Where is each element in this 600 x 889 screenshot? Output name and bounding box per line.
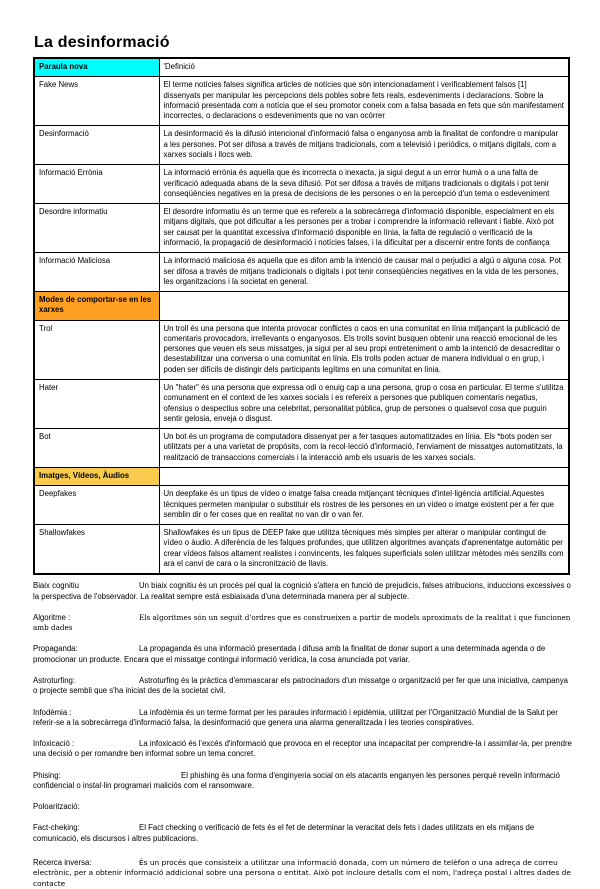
glossary-text: Els algoritmes són un seguit d'ordres que es construeixen a partir de models aproximats de la realitat i que funcionen amb dades bbox=[33, 612, 571, 633]
definition-cell: El desordre informatiu és un terme que es refereix a la sobrecàrrega d'informació disponible, especialment en els mitjans digitals, que pot dificultar a les persones per a trobar i comprendre la informació rellevant i fiable. Això pot ser causat per la quantitat excessiva d'informació disponible en línia, la falta de regulació o verificació de la informació, la propagació de desinformació i notícies falses, i la dificultat per a discernir entre fonts de confiança bbox=[159, 204, 569, 253]
glossary-text: La propaganda és una informació presentada i difusa amb la finalitat de donar suport a una determinada agenda o de promocionar un producte. Encara que el missatge contingui informació verídica, la cosa anunciada pot variar. bbox=[33, 644, 546, 664]
section-row bbox=[34, 292, 569, 321]
glossary-entry bbox=[33, 739, 573, 760]
table-row bbox=[34, 204, 569, 253]
glossary-label: Biaix cognitiu bbox=[33, 581, 79, 591]
table-row bbox=[34, 525, 569, 575]
table-row bbox=[34, 165, 569, 204]
glossary-section bbox=[33, 581, 573, 889]
term-cell: Shallowfakes bbox=[34, 525, 159, 575]
glossary-label: Poloarització: bbox=[33, 802, 80, 812]
definition-cell: La informació maliciosa és aquella que es difon amb la intenció de causar mal o perjudici a algú o alguna cosa. Pot ser difosa a través de mitjans tradicionals o digitals i pot tenir conseqüències negatives en la vida de les persones, les organitzacions i la societat en general. bbox=[159, 253, 569, 292]
definition-cell: La desinformació és la difusió intencional d'informació falsa o enganyosa amb la finalitat de confondre o manipular a les persones. Pot ser difosa a través de mitjans tradicionals, com a televisió i periòdics, o mitjans digitals, com a xarxes socials i llocs web. bbox=[159, 126, 569, 165]
definition-cell: El terme notícies falses significa articles de notícies que són intencionadament i verificablement falsos [1] dissenyats per manipular les percepcions dels pobles sobre fets reals, esdeveniments i declaracions. Sobre la informació presentada com a notícia que el seu promotor coneix com a falsa basada en fets que són manifestament incorrectes, o declaracions o esdeveniments que no van ocórrer bbox=[159, 77, 569, 126]
glossary-text: La infodèmia és un terme format per les paraules informació i epidèmia, utilitzat per l'Organització Mundial de la Salut per referir-se a la sobrecàrrega d'informació falsa, la desinformació que genera una alarma generalitzada i les teories conspiratives. bbox=[33, 707, 558, 727]
table-row bbox=[34, 77, 569, 126]
table-header-row bbox=[34, 58, 569, 77]
glossary-label: Recerca inversa: bbox=[33, 858, 92, 868]
definition-cell: La informació errònia és aquella que és incorrecta o inexacta, ja sigui degut a un error humà o a una falta de verificació adequada abans de la seva difusió. Pot ser difosa a través de mitjans tradicionals o digitals i pot tenir conseqüències negatives en la presa de decisions de les persones o en la percepció d'un tema o esdeveniment bbox=[159, 165, 569, 204]
term-cell: Deepfakes bbox=[34, 486, 159, 525]
glossary-text: És un procés que consisteix a utilitzar una informació donada, com un número de telèfon o una adreça de correu electrònic, per a obtenir informació addicional sobre una persona o entitat. Això pot incloure detalls com el nom, l'adreça postal i altres dades de contacte bbox=[33, 858, 571, 888]
glossary-entry bbox=[33, 613, 573, 634]
glossary-entry bbox=[33, 644, 573, 665]
glossary-label: Algoritme : bbox=[33, 612, 71, 622]
glossary-label: Fact-cheking: bbox=[33, 823, 80, 833]
glossary-text: Un biaix cognitiu és un procés pel qual la cognició s'altera en funció de prejudicis, falses atribucions, induccions excessives o la perspectiva de l'observador. La realitat sempre està esbiaixada d'una determinada manera per al subjecte. bbox=[33, 581, 571, 601]
term-cell: Fake News bbox=[34, 77, 159, 126]
table-row bbox=[34, 380, 569, 429]
table-row bbox=[34, 486, 569, 525]
term-cell: Informació Maliciosa bbox=[34, 253, 159, 292]
glossary-text: El phishing és una forma d'enginyeria social on els atacants enganyen les persones perquè revelin informació confidencial o instal·lin programari maliciós com el ransomware. bbox=[33, 770, 560, 790]
definition-cell: Un bot és un programa de computadora dissenyat per a fer tasques automatitzades en línia. Els *bots poden ser utilitzats per a una varietat de propòsits, com la recol·lecció d'informació, l'enviament de missatges automatitzats, la realització de transaccions comercials i la interacció amb els usuaris de les xarxes socials. bbox=[159, 429, 569, 468]
definitions-table bbox=[33, 57, 570, 575]
glossary-text: Astroturfing és la pràctica d'emmascarar els patrocinadors d'un missatge o organització per fer que una iniciativa, campanya o projecte sembli que s'ha iniciat des de la societat civil. bbox=[33, 675, 568, 696]
glossary-label: Phising: bbox=[33, 770, 61, 780]
glossary-entry bbox=[33, 771, 573, 792]
term-cell: Desordre informatiu bbox=[34, 204, 159, 253]
section-header-cell: Modes de comportar-se en les xarxes bbox=[34, 292, 159, 321]
glossary-label: Astroturfing: bbox=[33, 675, 76, 685]
term-cell: Hater bbox=[34, 380, 159, 429]
section-row bbox=[34, 468, 569, 486]
page-title: La desinformació bbox=[34, 34, 170, 51]
glossary-text: La infoxicació és l'excés d'informació que provoca en el receptor una incapacitat per comprendre-la i assimilar-la, per prendre una decisió o per romandre ben informat sobre un tema concret. bbox=[33, 739, 572, 759]
term-cell: Bot bbox=[34, 429, 159, 468]
definition-cell: Un "hater" és una persona que expressa odi o enuig cap a una persona, grup o cosa en particular. El terme s'utilitza comunament en el context de les xarxes socials i es refereix a persones que publiquen comentaris negatius, ofensius o despectius sobre una celebritat, personalitat pública, grup de persones o qualsevol cosa que puguin sentir gelosia, enveja o disgust. bbox=[159, 380, 569, 429]
definition-cell: Shallowfakes és un tipus de DEEP fake que utilitza tècniques més simples per alterar o manipular contingut de vídeo o àudio. A diferència de les falques profundes, que utilitzen algoritmes avançats d'aprenentatge automàtic per crear vídeos falsos altament realistes i convincents, les falques superficials solen utilitzar mètodes més senzills com ara el canvi de cara o la sincronització de llavis. bbox=[159, 525, 569, 575]
header-cell-term: Paraula nova bbox=[34, 58, 159, 77]
table-row bbox=[34, 126, 569, 165]
table-row bbox=[34, 429, 569, 468]
glossary-label: Infoxicació : bbox=[33, 739, 75, 749]
definition-cell bbox=[159, 468, 569, 486]
glossary-label: Propaganda: bbox=[33, 644, 78, 654]
table-row bbox=[34, 320, 569, 379]
glossary-entry bbox=[33, 676, 573, 697]
glossary-entry bbox=[33, 823, 573, 844]
definition-cell bbox=[159, 292, 569, 321]
glossary-entry bbox=[33, 581, 573, 602]
term-cell: Informació Errònia bbox=[34, 165, 159, 204]
section-header-cell: Imatges, Vídeos, Àudios bbox=[34, 468, 159, 486]
table-row bbox=[34, 253, 569, 292]
term-cell: Desinformació bbox=[34, 126, 159, 165]
header-cell-definition: 'Definició bbox=[159, 58, 569, 77]
definition-cell: Un troll és una persona que intenta provocar conflictes o caos en una comunitat en línia mitjançant la publicació de comentaris provocadors, irrellevants o enganyosos. Els trolls sovint busquen obtenir una reacció emocional de les persones que veuen els seus missatges, ja sigui per al seu propi entreteniment o amb la intenció de desacreditar o desestabilitzar una conversa o una comunitat en línia. Els trolls poden actuar de manera individual o en grup, i poden ser difícils de distingir dels participants legítims en una comunitat en línia. bbox=[159, 320, 569, 379]
glossary-text: El Fact checking o verificació de fets és el fet de determinar la veracitat dels fets i dades utilitzats en els mitjans de comunicació, els discursos i altres publicacions. bbox=[33, 823, 535, 843]
definition-cell: Un deepfake és un tipus de vídeo o imatge falsa creada mitjançant tècniques d'intel·ligència artificial.Aquestes tècniques permeten manipular o substituir els rostres de les persones en un vídeo o imatge existent per a fer que semblin dir o fer coses que en realitat no van dir o van fer. bbox=[159, 486, 569, 525]
glossary-entry bbox=[33, 858, 573, 889]
glossary-entry bbox=[33, 708, 573, 729]
glossary-label: Infodèmia : bbox=[33, 707, 72, 717]
glossary-entry bbox=[33, 802, 573, 812]
term-cell: Trol bbox=[34, 320, 159, 379]
